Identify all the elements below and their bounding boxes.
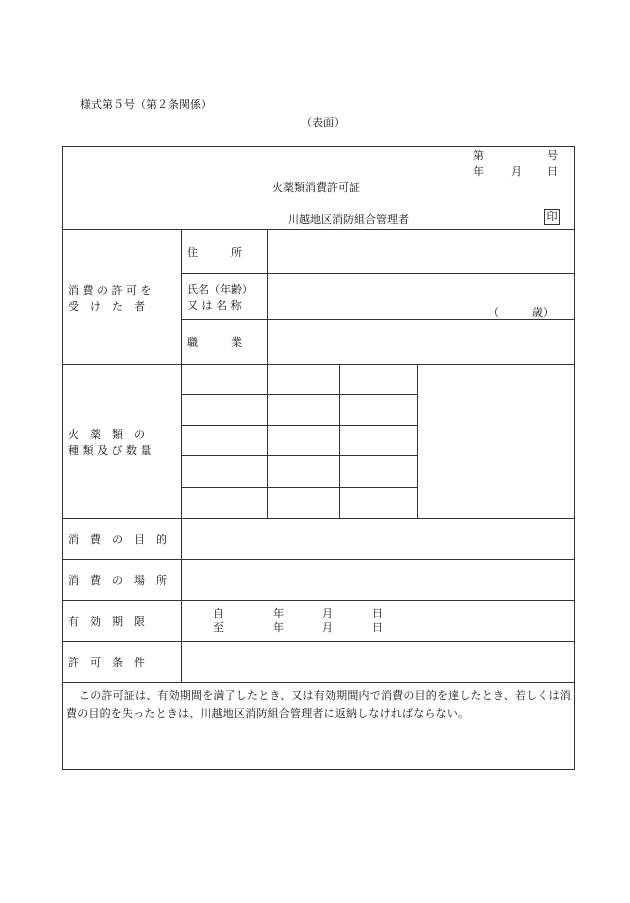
validity-from-year: 年 [273, 607, 284, 620]
explosives-label-line1: 火 薬 類 の [68, 428, 145, 441]
number-label-suffix: 号 [547, 149, 558, 162]
rule [181, 425, 417, 426]
name-label-line1: 氏名（年齢） [187, 283, 253, 296]
validity-from: 自 [213, 607, 224, 620]
occupation-label: 職 業 [187, 336, 242, 349]
conditions-label: 許 可 条 件 [68, 656, 145, 669]
rule [62, 364, 575, 365]
rule [181, 455, 417, 456]
address-label: 住 所 [187, 246, 242, 259]
issuer-name: 川越地区消防組合管理者 [288, 213, 409, 226]
validity-label: 有 効 期 限 [68, 615, 145, 628]
validity-to-month: 月 [322, 621, 333, 634]
rule [181, 487, 417, 488]
side-label: （表面） [301, 116, 345, 129]
rule [181, 394, 417, 395]
explosives-label-line2: 種 類 及 び 数 量 [68, 444, 152, 457]
date-year-label: 年 [473, 165, 484, 178]
occupation-field[interactable] [268, 320, 574, 363]
place-field[interactable] [182, 560, 574, 599]
form-number: 様式第５号（第２条関係） [80, 98, 212, 111]
date-month-label: 月 [511, 165, 522, 178]
number-label-prefix: 第 [473, 149, 484, 162]
rule [417, 364, 418, 518]
name-label-line2: 又 は 名 称 [187, 299, 242, 312]
conditions-field[interactable] [182, 642, 574, 681]
address-field[interactable] [268, 230, 574, 272]
validity-from-day: 日 [372, 607, 383, 620]
age-suffix: （ 歳） [488, 306, 554, 319]
rule [62, 682, 575, 683]
rule [339, 364, 340, 518]
holder-label-line1: 消 費 の 許 可 を [68, 284, 152, 297]
holder-label-line2: 受 け た 者 [68, 300, 145, 313]
return-notice: この許可証は、有効期間を満了したとき、又は有効期間内で消費の目的を達したとき、若しくは消費の目的を失ったときは、川越地区消防組合管理者に返納しなければならない。 [66, 689, 571, 720]
seal-mark: 印 [544, 209, 560, 225]
rule [62, 600, 575, 601]
permit-title: 火薬類消費許可証 [272, 181, 360, 194]
date-day-label: 日 [547, 165, 558, 178]
rule [181, 229, 182, 682]
validity-to-year: 年 [273, 621, 284, 634]
validity-to-day: 日 [372, 621, 383, 634]
place-label: 消 費 の 場 所 [68, 574, 167, 587]
validity-to: 至 [213, 621, 224, 634]
rule [267, 364, 268, 518]
purpose-field[interactable] [182, 519, 574, 558]
purpose-label: 消 費 の 目 的 [68, 533, 167, 546]
validity-from-month: 月 [322, 607, 333, 620]
